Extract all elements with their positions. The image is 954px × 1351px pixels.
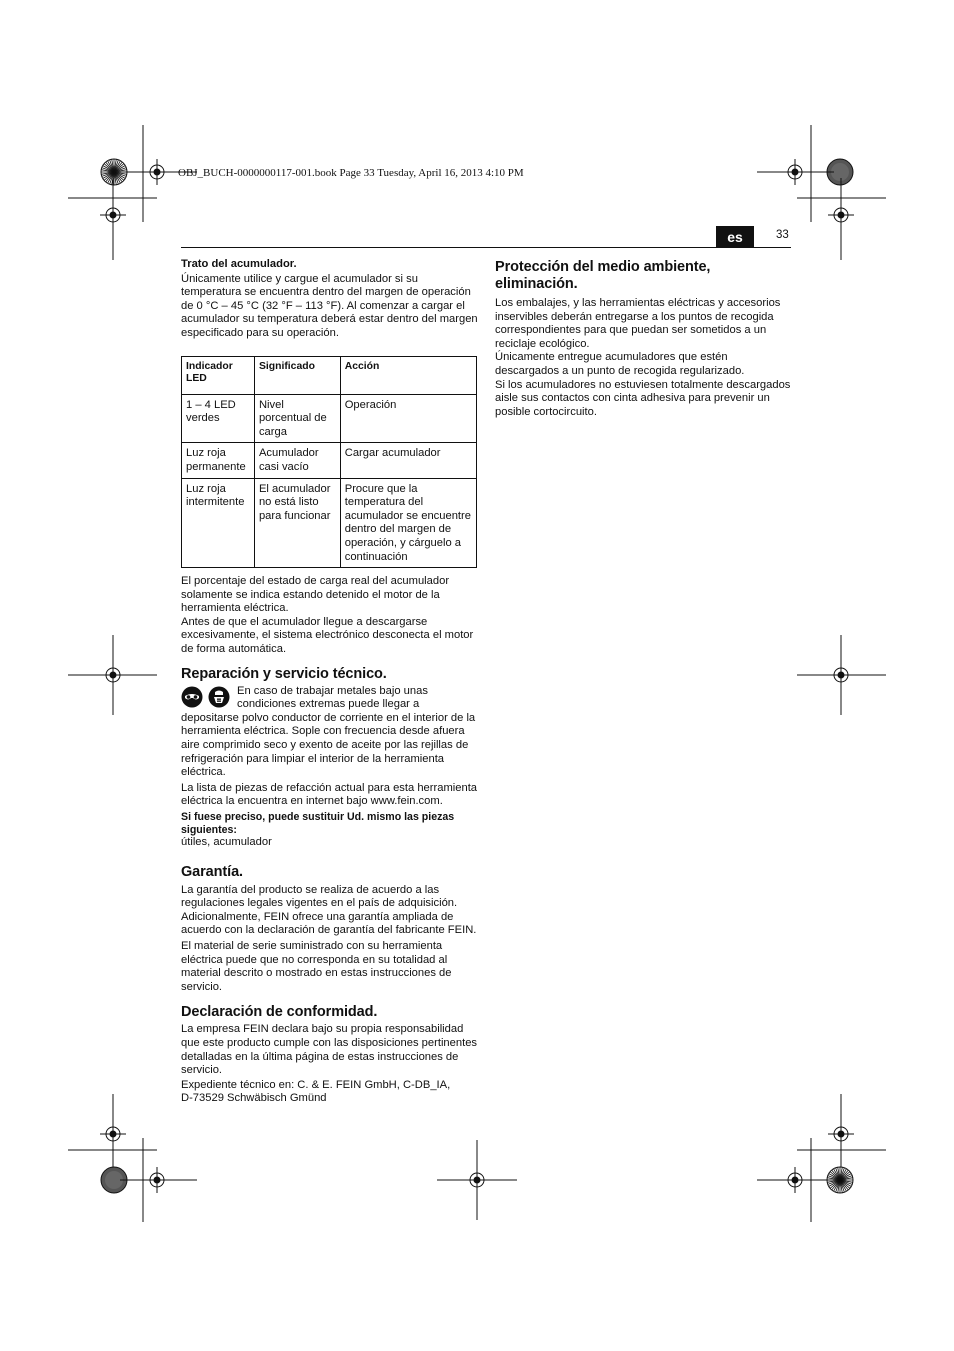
right-column: [495, 259, 791, 419]
table-cell: Procure que la temperatura del acumulador se encuentre dentro del margen de operación, y cárguelo a continuación: [340, 478, 476, 568]
after-table-text-2: Antes de que el acumulador llegue a descargarse excesivamente, el sistema electrónico desconecta el motor de forma automática.: [181, 615, 474, 656]
warranty-text-1: La garantía del producto se realiza de acuerdo a las regulaciones legales vigentes en el país de adquisición. Adicionalmente, FEIN ofrece una garantía ampliada de acuerdo con la declaración de garantía del fabricante FEIN.: [181, 883, 477, 937]
table-row: [182, 394, 477, 443]
table-cell: Cargar acumulador: [340, 443, 476, 478]
parts-list: útiles, acumulador: [181, 836, 272, 848]
table-header-led: Indicador LED: [182, 356, 255, 394]
safety-goggles-icon: [181, 686, 203, 713]
warranty-heading: Garantía.: [181, 863, 243, 880]
header-rule: [181, 247, 791, 248]
tech-file-line-2: D-73529 Schwäbisch Gmünd: [181, 1092, 327, 1105]
repair-text: En caso de trabajar metales bajo unas condiciones extremas puede llegar a depositarse polvo conductor de corriente en el interior de la herramienta eléctrica. Sople con frecuencia desde afuera aire comprimido seco y exento de aceite por las rejillas de refrigeración para limpiar el interior de la herramienta eléctrica.: [181, 684, 476, 779]
table-cell: Nivel porcentual de carga: [254, 394, 340, 443]
environment-heading: Protección del medio ambiente, eliminación.: [495, 259, 711, 292]
parts-bold: Si fuese preciso, puede sustituir Ud. mismo las piezas siguientes:: [181, 811, 455, 836]
environment-text-3: Si los acumuladores no estuviesen totalmente descargados aisle sus contactos con cinta adhesiva para prevenir un posible cortocircuito.: [495, 378, 791, 418]
tech-file-line-1: Expediente técnico en: C. & E. FEIN GmbH, C-DB_IA,: [181, 1078, 451, 1091]
table-cell: Luz roja permanente: [182, 443, 255, 478]
repair-heading: Reparación y servicio técnico.: [181, 665, 387, 682]
table-cell: 1 – 4 LED verdes: [182, 394, 255, 443]
table-header-action: Acción: [340, 356, 476, 394]
table-cell: Luz roja intermitente: [182, 478, 255, 568]
table-cell: El acumulador no está listo para funcionar: [254, 478, 340, 568]
repair-section: [181, 685, 479, 780]
dust-mask-icon: [208, 686, 230, 713]
conformity-heading: Declaración de conformidad.: [181, 1004, 378, 1021]
battery-text: Únicamente utilice y cargue el acumulador si su temperatura se encuentra dentro del margen de operación de 0 °C – 45 °C (32 °F – 113 °F). Al comenzar a cargar el acumulador su temperatura deberá estar dentro del margen especificado para su operación.: [181, 272, 478, 339]
page-number: 33: [776, 229, 789, 241]
environment-text-1: Los embalajes, y las herramientas eléctricas y accesorios inservibles deberán entregarse a los puntos de recogida correspondientes para que puedan ser sometidos a un reciclaje ecológico.: [495, 297, 781, 350]
table-row: [182, 443, 477, 478]
led-table: [181, 356, 477, 569]
battery-heading: Trato del acumulador.: [181, 258, 297, 270]
table-row: [182, 478, 477, 568]
language-badge: es: [716, 226, 754, 248]
parts-text: La lista de piezas de refacción actual para esta herramienta eléctrica la encuentra en internet bajo www.fein.com.: [181, 781, 478, 808]
table-header-meaning: Significado: [254, 356, 340, 394]
ppe-icons: [181, 686, 233, 712]
left-column: [181, 258, 479, 1106]
table-cell: Operación: [340, 394, 476, 443]
file-slug: OBJ_BUCH-0000000117-001.book Page 33 Tuesday, April 16, 2013 4:10 PM: [178, 167, 524, 179]
conformity-text: La empresa FEIN declara bajo su propia responsabilidad que este producto cumple con las disposiciones pertinentes detalladas en la última página de estas instrucciones de servicio.: [181, 1023, 478, 1077]
after-table-text-1: El porcentaje del estado de carga real del acumulador solamente se indica estando detenido el motor de la herramienta eléctrica.: [181, 575, 450, 615]
warranty-text-2: El material de serie suministrado con su herramienta eléctrica puede que no corresponda en su totalidad al material descrito o mostrado en estas instrucciones de servicio.: [181, 939, 452, 993]
table-cell: Acumulador casi vacío: [254, 443, 340, 478]
environment-text-2: Únicamente entregue acumuladores que estén descargados a un punto de recogida regularizado.: [495, 351, 745, 377]
table-header-row: [182, 356, 477, 394]
